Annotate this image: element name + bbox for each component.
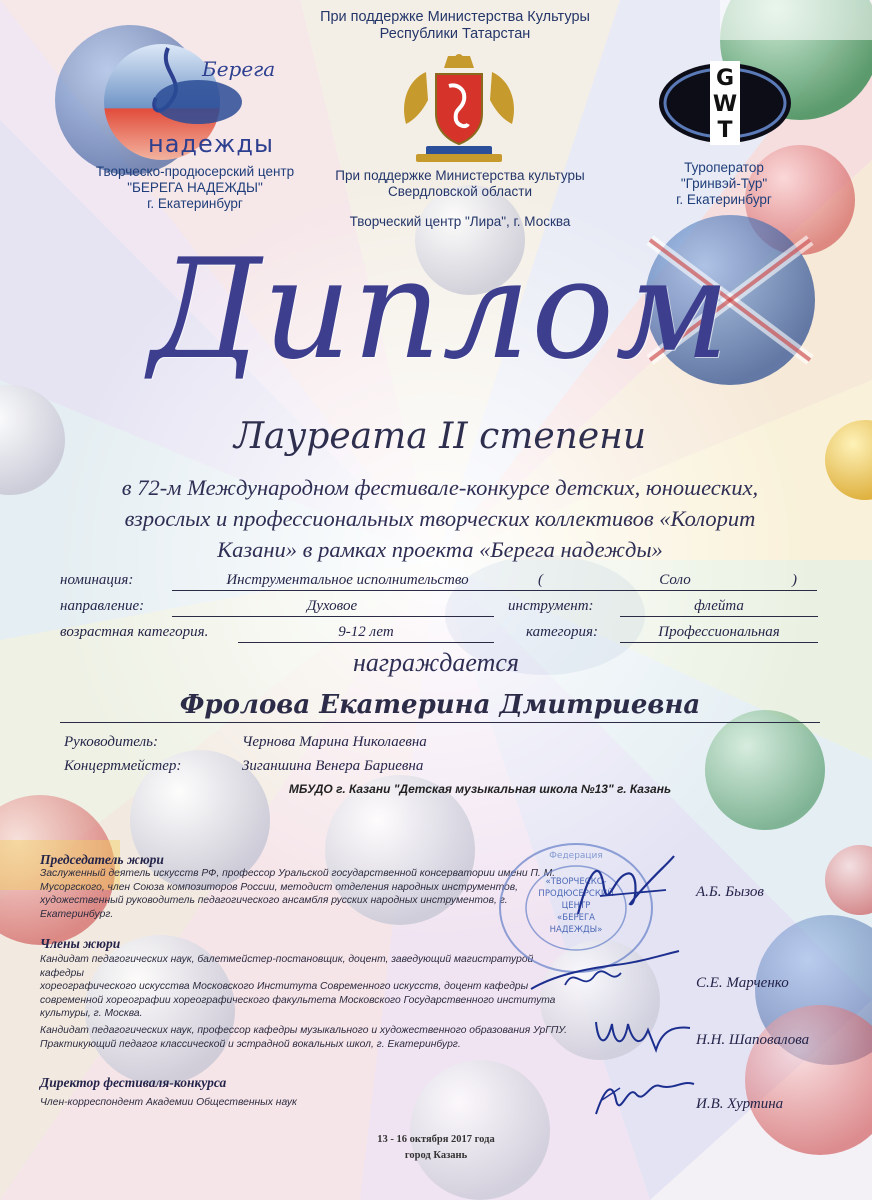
gwt-letter-g: G	[715, 66, 735, 91]
age-underline	[238, 642, 494, 643]
director-line1: Член-корреспондент Академии Общественных наук	[40, 1097, 297, 1108]
member1-name: С.Е. Марченко	[696, 975, 789, 991]
member2-signature	[590, 1010, 700, 1060]
stamp-line1: «ТВОРЧЕСКО-	[545, 877, 607, 887]
left-organization	[80, 164, 310, 212]
member2-line2: Практикующий педагог классической и эстрадной вокальных школ, г. Екатеринбург.	[40, 1038, 461, 1050]
stamp-line4: «БЕРЕГА	[557, 913, 595, 923]
chair-description	[40, 867, 560, 921]
age-label: возрастная категория.	[60, 624, 209, 640]
gwt-logo	[650, 55, 800, 150]
member2-line1: Кандидат педагогических наук, профессор кафедры музыкального и художественного образования УрГПУ.	[40, 1025, 567, 1036]
members-heading: Члены жюри	[40, 936, 121, 951]
solo-value: Соло	[659, 572, 691, 588]
mid-line3: Творческий центр "Лира", г. Москва	[349, 214, 571, 229]
direction-value: Духовое	[306, 598, 358, 614]
age-value: 9-12 лет	[338, 624, 394, 640]
nomination-label: номинация:	[60, 572, 134, 588]
member1-signature	[525, 945, 685, 1005]
member2-name: Н.Н. Шаповалова	[696, 1032, 810, 1048]
director-heading: Директор фестиваля-конкурса	[40, 1075, 227, 1090]
laureate-name: Фролова Екатерина Дмитриевна	[179, 690, 701, 720]
berega-nadezhdy-logo	[98, 40, 278, 160]
chair-line2: Мусоргского, член Союза композиторов России, методист отделения народных инструментов,	[40, 881, 518, 893]
chair-signature	[570, 848, 680, 928]
member1-line2: хореографического искусства Московского Института Современного искусств, доцент кафедры	[40, 981, 529, 993]
support-top-line1: При поддержке Министерства Культуры	[320, 9, 590, 25]
right-organization	[634, 160, 814, 208]
mid-line2: Свердловской области	[387, 184, 532, 199]
paren-open: (	[538, 572, 543, 588]
footer-dates: 13 - 16 октября 2017 года	[377, 1134, 495, 1145]
festival-description	[60, 472, 820, 565]
ministry-tatarstan-support	[290, 9, 620, 43]
member1-line4: культуры, г. Москва.	[40, 1008, 143, 1020]
stamp-line5: НАДЕЖДЫ»	[549, 925, 603, 935]
category-value: Профессиональная	[658, 624, 780, 640]
festival-line1: в 72-м Международном фестивале-конкурсе детских, юношеских,	[121, 475, 759, 500]
age-row	[60, 624, 820, 644]
left-org-line3: г. Екатеринбург	[147, 196, 243, 211]
laureate-degree: Лауреата II степени	[233, 416, 647, 457]
member1-line3: современной хореографии хореографического факультета Московского Государственного института	[40, 994, 556, 1006]
leader-name: Чернова Марина Николаевна	[242, 734, 427, 750]
diploma-title: Диплом	[149, 229, 731, 390]
left-org-line1: Творческо-продюсерский центр	[95, 164, 295, 179]
right-org-line3: г. Екатеринбург	[676, 192, 772, 207]
right-org-line2: "Гринвэй-Тур"	[680, 176, 768, 191]
festival-line2: взрослых и профессиональных творческих коллективов «Колорит	[124, 506, 756, 531]
chair-line1: Заслуженный деятель искусств РФ, профессор Уральской государственной консерватории имени П. М.	[40, 868, 556, 879]
logo-left-script: Берега	[202, 57, 276, 81]
chair-line4: Екатеринбург.	[40, 908, 114, 920]
left-org-line2: "БЕРЕГА НАДЕЖДЫ"	[127, 180, 263, 195]
chair-line3: художественный руководитель педагогического ансамбля русских народных инструментов, г.	[40, 895, 508, 907]
director-name: И.В. Хуртина	[696, 1096, 784, 1112]
accompanist-label: Концертмейстер:	[64, 758, 182, 774]
laureate-underline	[60, 722, 820, 723]
direction-label: направление:	[60, 598, 145, 614]
logo-left-text: надежды	[148, 130, 274, 158]
school-name: МБУДО г. Казани "Детская музыкальная школа №13" г. Казань	[288, 782, 672, 796]
category-underline	[620, 642, 818, 643]
stamp-line2: ПРОДЮСЕРСКИЙ	[538, 889, 614, 899]
instrument-value: флейта	[694, 598, 744, 614]
footer-city: город Казань	[404, 1150, 468, 1161]
direction-row	[60, 598, 820, 618]
mid-line1: При поддержке Министерства культуры	[335, 168, 585, 183]
gwt-letter-w: W	[712, 92, 738, 117]
chair-name: А.Б. Бызов	[696, 884, 764, 900]
stamp-outer-text: Федерация	[549, 851, 603, 861]
leader-label: Руководитель:	[64, 734, 158, 750]
instrument-label: инструмент:	[508, 598, 594, 614]
support-top-line2: Республики Татарстан	[379, 26, 531, 42]
instrument-underline	[620, 616, 818, 617]
nomination-underline	[172, 590, 817, 591]
sverdlovsk-coat-of-arms	[386, 50, 532, 166]
stamp-line3: ЦЕНТР	[561, 901, 591, 911]
direction-underline	[172, 616, 494, 617]
nomination-row	[60, 572, 820, 592]
gwt-letter-t: T	[717, 118, 733, 143]
festival-line3: Казани» в рамках проекта «Берега надежды»	[217, 537, 663, 562]
category-label: категория:	[526, 624, 598, 640]
awarded-text: награждается	[353, 648, 519, 677]
right-org-line1: Туроператор	[684, 160, 764, 175]
accompanist-name: Зиганшина Венера Бариевна	[242, 758, 424, 774]
member1-line1: Кандидат педагогических наук, балетмейстер-постановщик, доцент, заведующий магистратурой кафедры	[40, 954, 534, 979]
member2-description	[40, 1024, 580, 1051]
nomination-value: Инструментальное исполнительство	[226, 572, 469, 588]
director-signature	[590, 1070, 700, 1120]
chair-heading: Председатель жюри	[40, 852, 164, 867]
paren-close: )	[792, 572, 797, 588]
